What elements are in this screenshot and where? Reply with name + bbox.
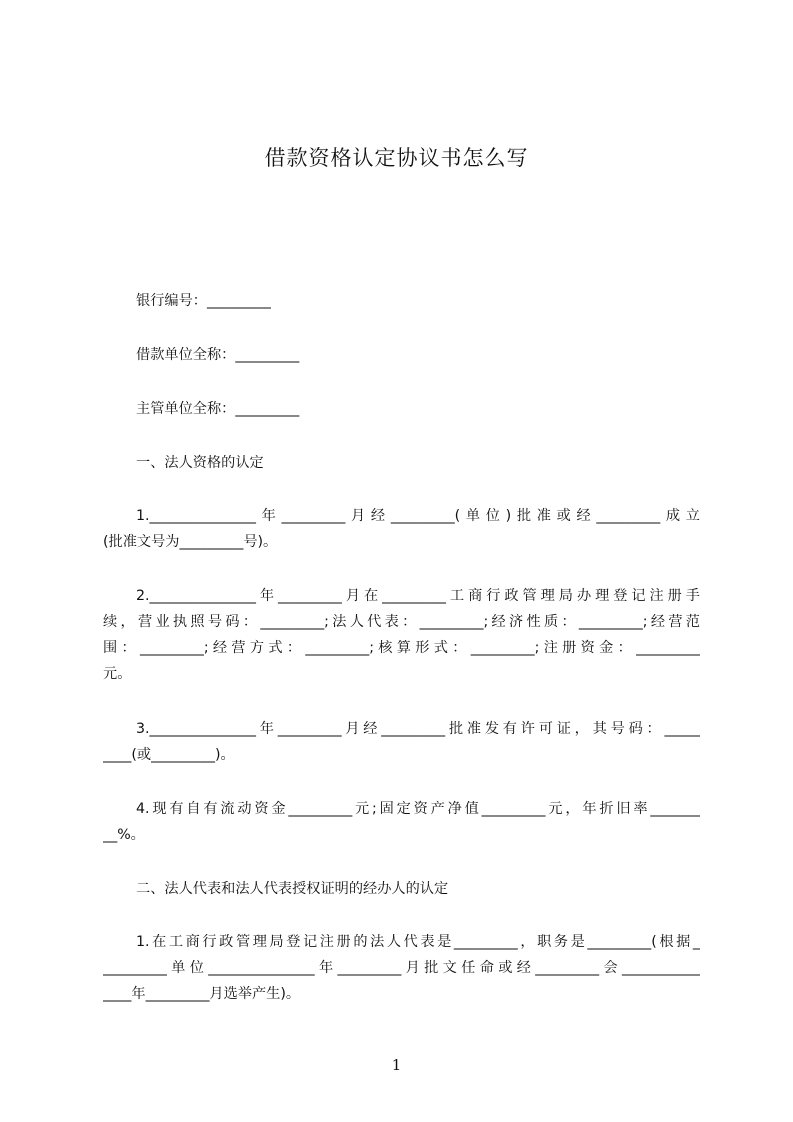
paragraph-line: ____年_________月选举产生)。 [103, 986, 301, 1002]
paragraph-line: 1._______________年_________月经_________(单位)批准或经_________成立 [136, 508, 700, 524]
section1-heading: 一、法人资格的认定 [136, 455, 264, 471]
paragraph-line: 1.在工商行政管理局登记注册的法人代表是_________，职务是_________(根据_ [136, 934, 700, 950]
page-number: 1 [391, 1056, 402, 1074]
bank-number-field: 银行编号：_________ [136, 293, 271, 309]
paragraph-line: ____(或_________)。 [103, 747, 235, 763]
paragraph-line: 2._______________年_________月在_________工商行政管理局办理登记注册手 [136, 588, 700, 604]
paragraph-line: 4.现有自有流动资金_________元;固定资产净值_________元，年折旧率_______ [136, 801, 700, 817]
paragraph-line: (批准文号为_________号)。 [103, 534, 278, 550]
paragraph-line: __%。 [103, 827, 145, 843]
supervisor-name-field: 主管单位全称：_________ [136, 401, 300, 417]
paragraph-line: 续，营业执照号码：_________;法人代表：_________;经济性质：_________;经营范 [103, 614, 700, 630]
paragraph-line: _________单位_______________年_________月批文任命或经_________会___________ [103, 960, 700, 976]
paragraph-line: 围：_________;经营方式：_________;核算形式：_________;注册资金：_________ [103, 640, 700, 656]
paragraph-line: 元。 [103, 666, 132, 682]
paragraph-line: 3._______________年_________月经_________批准发有许可证，其号码：_____ [136, 721, 700, 737]
borrower-name-field: 借款单位全称：_________ [136, 347, 300, 363]
document-title: 借款资格认定协议书怎么写 [264, 146, 529, 170]
section2-heading: 二、法人代表和法人代表授权证明的经办人的认定 [136, 881, 449, 897]
